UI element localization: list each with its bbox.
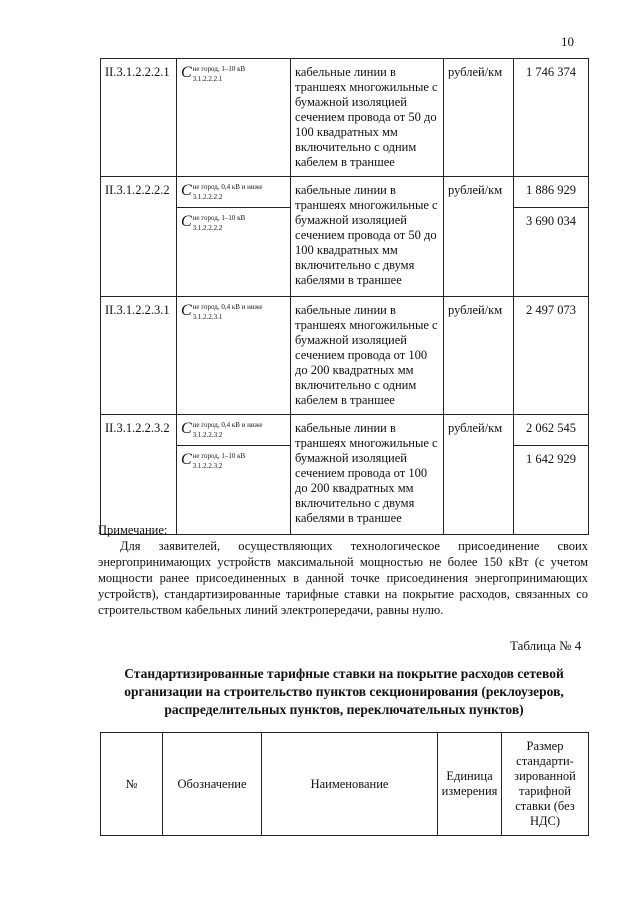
table-row <box>101 59 589 177</box>
header-designation: Обозначение <box>163 733 262 836</box>
row-value: 1 886 929 <box>514 177 589 208</box>
symbol-superscript: не город, 1–10 кВ <box>192 65 246 73</box>
symbol-subscript: 3.1.2.2.3.2 <box>192 431 223 439</box>
note-text: Для заявителей, осуществляющих технологическое присоединение своих энергопринимающих устройств максимальной мощностью не более 150 кВт (с учетом мощности ранее присоединенных в данной точке присоединения энергопринимающих устройств), стандартизированные тарифные ставки на покрытие расходов, связанных со строительством кабельных линий электропередачи, равны нулю. <box>98 539 588 617</box>
row-description: кабельные линии в траншеях многожильные с бумажной изоляцией сечением провода от 100 до 200 квадратных мм включительно с одним кабелем в траншее <box>291 297 444 415</box>
row-code: II.3.1.2.2.2.1 <box>101 59 177 177</box>
symbol-subscript: 3.1.2.2.3.1 <box>192 313 223 321</box>
symbol-subscript: 3.1.2.2.2.1 <box>192 75 223 83</box>
symbol-letter: C <box>181 451 192 468</box>
table-row <box>101 177 589 208</box>
row-value: 1 642 929 <box>514 446 589 535</box>
symbol-superscript: не город, 0,4 кВ и ниже <box>192 421 263 429</box>
row-value: 3 690 034 <box>514 208 589 297</box>
symbol-letter: C <box>181 64 192 81</box>
rate-symbol <box>177 208 291 297</box>
rate-symbol <box>177 415 291 446</box>
table-heading: Стандартизированные тарифные ставки на покрытие расходов сетевой организации на строительство пунктов секционирования (реклоузеров, распределительных пунктов, переключательных пунктов) <box>124 666 564 717</box>
table-4 <box>100 732 589 836</box>
rates-table <box>100 58 589 535</box>
symbol-subscript: 3.1.2.2.2.2 <box>192 193 223 201</box>
rate-symbol <box>177 297 291 415</box>
header-name: Наименование <box>262 733 438 836</box>
rate-symbol <box>177 177 291 208</box>
row-unit: рублей/км <box>444 297 514 415</box>
row-code: II.3.1.2.2.2.2 <box>101 177 177 297</box>
symbol-letter: C <box>181 182 192 199</box>
symbol-letter: C <box>181 420 192 437</box>
symbol-subscript: 3.1.2.2.3.2 <box>192 462 223 470</box>
rate-symbol <box>177 59 291 177</box>
header-unit: Единица измерения <box>438 733 502 836</box>
symbol-letter: C <box>181 213 192 230</box>
row-unit: рублей/км <box>444 415 514 535</box>
symbol-letter: C <box>181 302 192 319</box>
symbol-superscript: не город, 0,4 кВ и ниже <box>192 183 263 191</box>
symbol-superscript: не город, 1–10 кВ <box>192 214 246 222</box>
row-description: кабельные линии в траншеях многожильные с бумажной изоляцией сечением провода от 50 до 100 квадратных мм включительно с одним кабелем в траншее <box>291 59 444 177</box>
row-unit: рублей/км <box>444 59 514 177</box>
header-num: № <box>101 733 163 836</box>
row-value: 2 497 073 <box>514 297 589 415</box>
page-number: 10 <box>561 34 574 49</box>
row-code: II.3.1.2.2.3.2 <box>101 415 177 535</box>
row-value: 2 062 545 <box>514 415 589 446</box>
note <box>98 522 588 618</box>
row-description: кабельные линии в траншеях многожильные с бумажной изоляцией сечением провода от 100 до 200 квадратных мм включительно с двумя кабелями в траншее <box>291 415 444 535</box>
row-code: II.3.1.2.2.3.1 <box>101 297 177 415</box>
note-title: Примечание: <box>98 523 168 537</box>
header-size: Размер стандарти-зированной тарифной ставки (без НДС) <box>502 733 589 836</box>
table-row <box>101 415 589 446</box>
table-4-header-row <box>101 733 589 836</box>
table-row <box>101 297 589 415</box>
table-label: Таблица № 4 <box>510 638 582 653</box>
row-description: кабельные линии в траншеях многожильные с бумажной изоляцией сечением провода от 50 до 100 квадратных мм включительно с двумя кабелями в траншее <box>291 177 444 297</box>
symbol-subscript: 3.1.2.2.2.2 <box>192 224 223 232</box>
row-value: 1 746 374 <box>514 59 589 177</box>
symbol-superscript: не город, 1–10 кВ <box>192 452 246 460</box>
row-unit: рублей/км <box>444 177 514 297</box>
symbol-superscript: не город, 0,4 кВ и ниже <box>192 303 263 311</box>
